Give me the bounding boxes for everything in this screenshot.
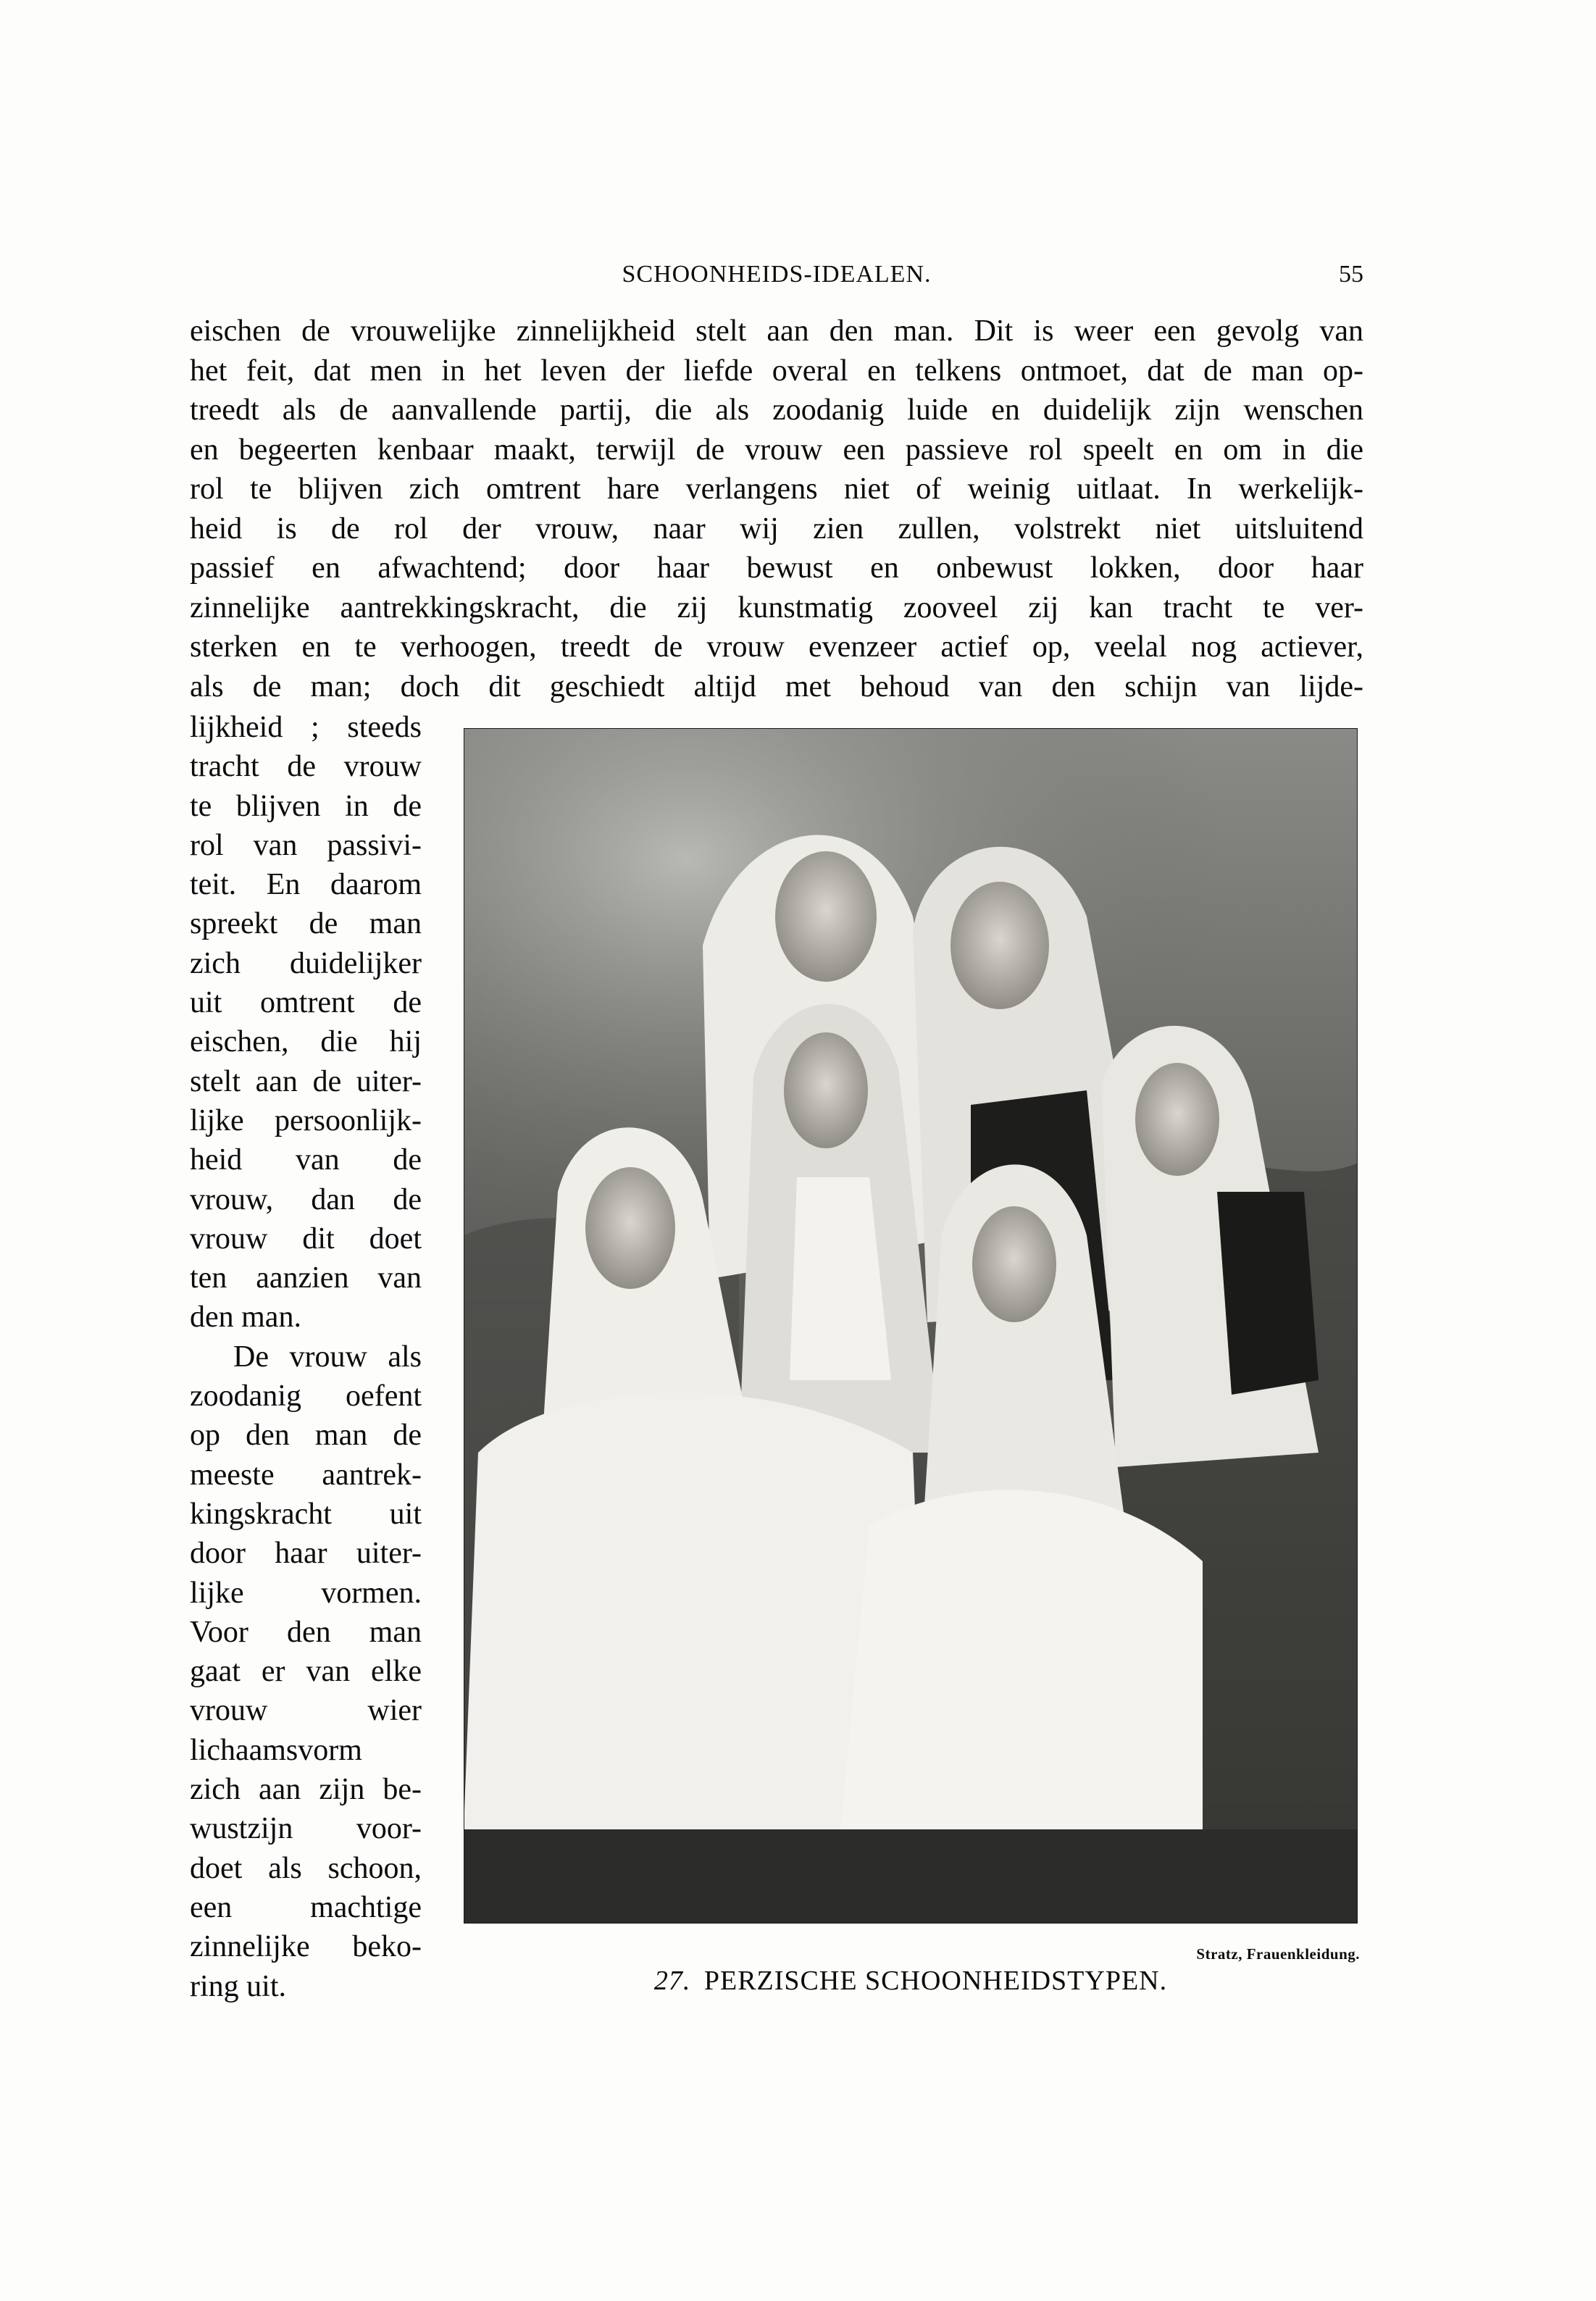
- page-number: 55: [1339, 261, 1363, 288]
- text-line: gaat er van elke: [190, 1655, 422, 1689]
- text-line: en begeerten kenbaar maakt, terwijl de vrouw een passieve rol speelt en om in die: [190, 433, 1363, 467]
- text-line: lijkheid ; steeds: [190, 711, 422, 744]
- text-line: eischen de vrouwelijke zinnelijkheid stelt aan den man. Dit is weer een gevolg van: [190, 314, 1363, 348]
- photo-illustration: [464, 728, 1358, 1924]
- text-line: op den man de: [190, 1419, 422, 1453]
- text-line: vrouw, dan de: [190, 1182, 422, 1216]
- text-line: zinnelijke aantrekkingskracht, die zij kunstmatig zooveel zij kan tracht te ver-: [190, 590, 1363, 625]
- text-line: eischen, die hij: [190, 1025, 422, 1059]
- body-text-full-width: [190, 312, 1363, 706]
- text-line: vrouw wier: [190, 1694, 422, 1728]
- text-line: zinnelijke beko-: [190, 1930, 422, 1964]
- text-line: passief en afwachtend; door haar bewust en onbewust lokken, door haar: [190, 551, 1363, 585]
- photo-credit: Stratz, Frauenkleidung.: [1196, 1945, 1360, 1963]
- photograph-persian-women: [464, 728, 1358, 1924]
- text-line: zich aan zijn be-: [190, 1773, 422, 1807]
- text-line: teit. En daarom: [190, 868, 422, 902]
- text-line: lijke persoonlijk-: [190, 1103, 422, 1137]
- text-line: door haar uiter-: [190, 1537, 422, 1571]
- text-line: sterken en te verhoogen, treedt de vrouw evenzeer actief op, veelal nog actiever,: [190, 630, 1363, 664]
- figure-caption-text: PERZISCHE SCHOONHEIDSTYPEN.: [703, 1966, 1168, 1996]
- text-line: rol van passivi-: [190, 828, 422, 862]
- text-line: heid van de: [190, 1143, 422, 1177]
- text-line: stelt aan de uiter-: [190, 1064, 422, 1098]
- text-line: Voor den man: [190, 1615, 422, 1649]
- text-line: vrouw dit doet: [190, 1222, 422, 1256]
- text-line: heid is de rol der vrouw, naar wij zien zullen, volstrekt niet uitsluitend: [190, 511, 1363, 546]
- text-line: den man.: [190, 1300, 301, 1335]
- text-line: ten aanzien van: [190, 1261, 422, 1295]
- text-line: wustzijn voor-: [190, 1812, 422, 1846]
- text-line: een machtige: [190, 1890, 422, 1924]
- text-line: te blijven in de: [190, 789, 422, 823]
- text-line: zich duidelijker: [190, 946, 422, 980]
- text-line: rol te blijven zich omtrent hare verlangens niet of weinig uitlaat. In werkelijk-: [190, 472, 1363, 506]
- text-line: doet als schoon,: [190, 1851, 422, 1885]
- text-line: als de man; doch dit geschiedt altijd met behoud van den schijn van lijde-: [190, 669, 1363, 703]
- text-line: zoodanig oefent: [190, 1379, 422, 1413]
- text-line: lijke vormen.: [190, 1576, 422, 1610]
- text-line: lichaamsvorm: [190, 1733, 362, 1767]
- page-header: [190, 261, 1363, 297]
- text-line: kingskracht uit: [190, 1497, 422, 1531]
- figure-number: 27.: [653, 1966, 691, 1996]
- figure-caption: [464, 1965, 1358, 1997]
- text-line: het feit, dat men in het leven der liefde overal en telkens ontmoet, dat de man op-: [190, 354, 1363, 388]
- text-line: De vrouw als: [233, 1340, 422, 1374]
- text-line: uit omtrent de: [190, 986, 422, 1020]
- running-title: SCHOONHEIDS-IDEALEN.: [622, 261, 932, 288]
- text-line: tracht de vrouw: [190, 750, 422, 784]
- text-line: spreekt de man: [190, 907, 422, 941]
- text-line: ring uit.: [190, 1969, 286, 2003]
- body-text-side-column: [190, 708, 422, 2006]
- text-line: meeste aantrek-: [190, 1458, 422, 1492]
- text-line: treedt als de aanvallende partij, die als zoodanig luide en duidelijk zijn wenschen: [190, 393, 1363, 427]
